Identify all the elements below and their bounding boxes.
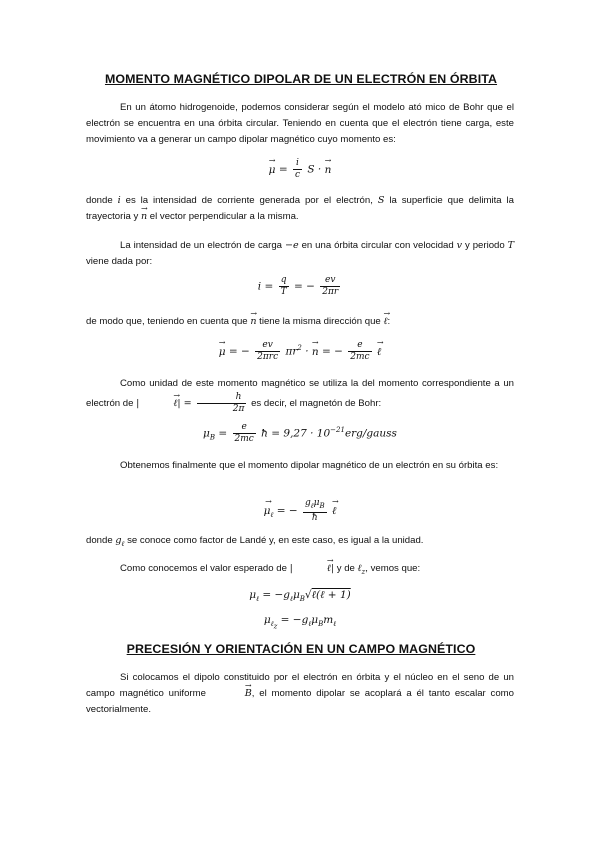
formula-final-moment: → $\mu_\ell$ = − $\frac{g_\ell\mu_B}{ħ}$ → ℓ: [86, 498, 514, 524]
formula-mu-l: $\mu_\ell$ = $-g_\ell\mu_B√\ell(\ell + 1)$: [249, 589, 351, 604]
paragraph-intro: En un átomo hidrogenoide, podemos considerar según el modelo ató mico de Bohr que el electrón se encuentra en una órbita circular. Teniendo en cuenta que el electrón tiene carga, este movimiento va a generar un campo dipolar magnético cuyo momento es:: [86, 102, 514, 145]
section-heading-2: PRECESIÓN Y ORIENTACIÓN EN UN CAMPO MAGNÉTICO: [126, 642, 476, 656]
paragraph-unit: Como unidad de este momento magnético se utiliza la del momento correspondiente a un electrón de |→ ℓ| = $\frac{h}{2\pi}$ es decir, el magnetón de Bohr:: [86, 376, 514, 415]
paragraph-final-moment: Obtenemos finalmente que el momento dipolar magnético de un electrón en su órbita es:: [120, 460, 499, 471]
paragraph-definitions: donde i es la intensidad de corriente generada por el electrón, S la superficie que delimita la trayectoria y → n el vector perpendicular a la misma.: [86, 193, 514, 225]
paragraph-direction: de modo que, teniendo en cuenta que → n tiene la misma dirección que → ℓ:: [86, 314, 514, 330]
formula-mu-lz: $\mu_{\ell_z} = -g_\ell\mu_Bm_\ell$: [263, 614, 337, 631]
formula-magnetic-moment: → μ = $\frac{i}{c}$ S · → n: [86, 158, 514, 181]
section-heading-1: MOMENTO MAGNÉTICO DIPOLAR DE UN ELECTRÓN EN ÓRBITA: [104, 72, 498, 86]
formula-moment-orbit: → μ = − $\frac{ev}{\text{2πrc}}$ $\pi r^2$ · → n = − $\frac{e}{2mc}$ → ℓ: [86, 340, 514, 363]
paragraph-expected-value: Como conocemos el valor esperado de |→ ℓ| y de ℓ$_z$, vemos que:: [86, 561, 514, 581]
paragraph-lande: donde $g_\ell$ se conoce como factor de Landé y, en este caso, es igual a la unidad.: [86, 535, 424, 548]
paragraph-precession: Si colocamos el dipolo constituido por el electrón en órbita y el núcleo en el seno de un campo magnético uniforme → B, el momento dipolar se acoplará a él tanto escalar como vectorialmente.: [86, 670, 514, 717]
formula-bohr-magneton: $\mu_B$ = $\frac{e}{2mc}$ ħ = $9,27 \cdot 10^{-21}erg$/gauss: [203, 422, 397, 444]
formula-current: i = $\frac{q}{T}$ = − $\frac{ev}{2\pi r}$: [257, 275, 339, 297]
paragraph-current: La intensidad de un electrón de carga −e en una órbita circular con velocidad v y periodo T viene dada por:: [86, 240, 515, 267]
